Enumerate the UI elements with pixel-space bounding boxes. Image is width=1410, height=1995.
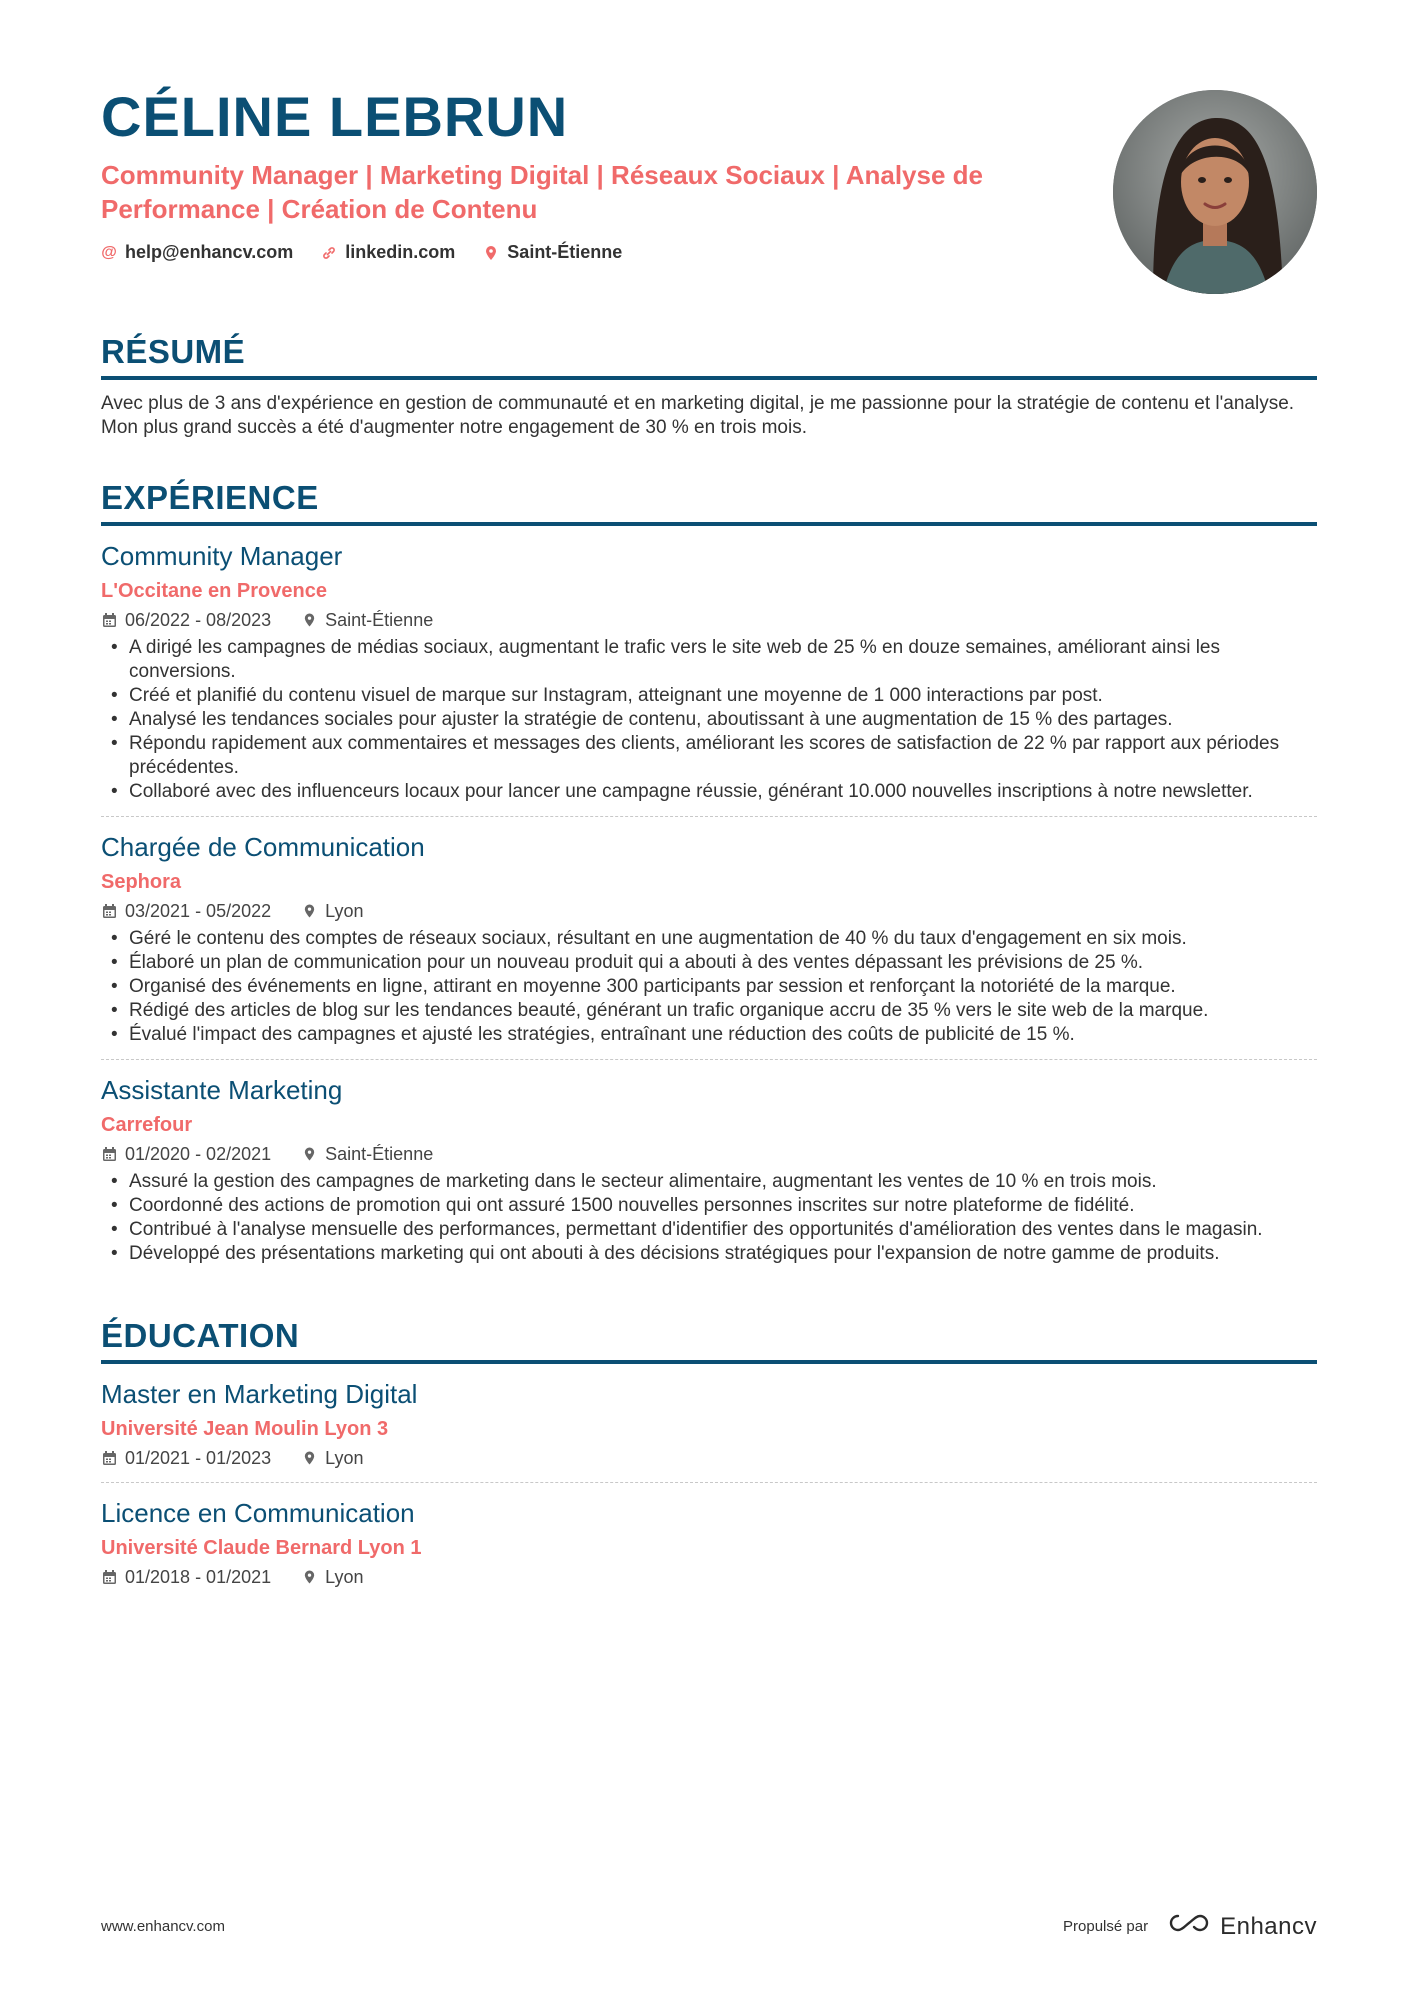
job-dates xyxy=(101,899,271,923)
list-item: • Répondu rapidement aux commentaires et messages des clients, améliorant les scores de satisfaction de 22 % par rapport aux périodes précédentes. xyxy=(101,732,1317,780)
resume-header xyxy=(101,84,1317,294)
company-name: Carrefour xyxy=(101,1114,193,1136)
job-meta xyxy=(101,1142,1317,1166)
job-meta xyxy=(101,608,1317,632)
list-item: • Créé et planifié du contenu visuel de marque sur Instagram, atteignant une moyenne de 1 000 interactions par post. xyxy=(101,684,1317,708)
calendar-icon xyxy=(101,612,117,628)
job-dates-text: 01/2020 - 02/2021 xyxy=(125,1144,272,1164)
list-item: • Géré le contenu des comptes de réseaux sociaux, résultant en une augmentation de 40 % du taux d'engagement en six mois. xyxy=(101,927,1317,951)
job-location-text: Saint-Étienne xyxy=(325,610,434,630)
company-name: Sephora xyxy=(101,871,182,893)
location-pin-icon xyxy=(301,1146,317,1162)
location-pin-icon xyxy=(301,1450,317,1466)
education-location-text: Lyon xyxy=(325,1567,364,1587)
job-bullets xyxy=(101,1170,1317,1266)
job-location-text: Saint-Étienne xyxy=(325,1144,434,1164)
job-dates xyxy=(101,608,271,632)
job-title: Community Manager xyxy=(101,541,343,571)
education-title: ÉDUCATION xyxy=(101,1316,1317,1364)
company-name: L'Occitane en Provence xyxy=(101,580,327,602)
powered-by-label: Propulsé par xyxy=(1063,1918,1149,1935)
contact-linkedin-text: linkedin.com xyxy=(345,242,456,262)
page-footer xyxy=(101,1912,1317,1941)
education-dates xyxy=(101,1446,271,1470)
contact-linkedin[interactable] xyxy=(321,242,455,263)
summary-section xyxy=(101,332,1317,440)
brand-logo[interactable] xyxy=(1166,1912,1317,1941)
job-meta xyxy=(101,899,1317,923)
link-icon xyxy=(321,245,337,261)
list-item: • Rédigé des articles de blog sur les tendances beauté, générant un trafic organique accru de 35 % vers le site web de la marque. xyxy=(101,999,1317,1023)
education-location xyxy=(301,1446,363,1470)
list-item: • Développé des présentations marketing qui ont abouti à des décisions stratégiques pour l'expansion de notre gamme de produits. xyxy=(101,1242,1317,1266)
powered-by xyxy=(1063,1912,1317,1941)
job-title: Chargée de Communication xyxy=(101,832,425,862)
school-name: Université Jean Moulin Lyon 3 xyxy=(101,1418,389,1440)
experience-section xyxy=(101,478,1317,1278)
contact-location-text: Saint-Étienne xyxy=(507,242,623,262)
contact-email[interactable] xyxy=(101,242,293,263)
list-item: • Évalué l'impact des campagnes et ajusté les stratégies, entraînant une réduction des coûts de publicité de 15 %. xyxy=(101,1023,1317,1047)
education-meta xyxy=(101,1446,1317,1470)
summary-title: RÉSUMÉ xyxy=(101,332,1317,380)
education-location-text: Lyon xyxy=(325,1448,364,1468)
location-pin-icon xyxy=(301,1569,317,1585)
enhancv-logo-icon xyxy=(1166,1912,1212,1941)
list-item: • A dirigé les campagnes de médias sociaux, augmentant le trafic vers le site web de 25 % en douze semaines, améliorant ainsi les conversions. xyxy=(101,636,1317,684)
calendar-icon xyxy=(101,1450,117,1466)
experience-title: EXPÉRIENCE xyxy=(101,478,1317,526)
job-dates-text: 03/2021 - 05/2022 xyxy=(125,901,272,921)
at-icon: @ xyxy=(101,243,117,261)
education-meta xyxy=(101,1565,1317,1589)
education-dates-text: 01/2021 - 01/2023 xyxy=(125,1448,272,1468)
calendar-icon xyxy=(101,903,117,919)
job-location-text: Lyon xyxy=(325,901,364,921)
list-item: • Contribué à l'analyse mensuelle des performances, permettant d'identifier des opportunités d'amélioration des ventes dans le magasin. xyxy=(101,1218,1317,1242)
list-item: • Coordonné des actions de promotion qui ont assuré 1500 nouvelles personnes inscrites sur notre plateforme de fidélité. xyxy=(101,1194,1317,1218)
list-item: • Collaboré avec des influenceurs locaux pour lancer une campagne réussie, générant 10.000 nouvelles inscriptions à notre newsletter. xyxy=(101,780,1317,804)
summary-text: Avec plus de 3 ans d'expérience en gestion de communauté et en marketing digital, je me passionne pour la stratégie de contenu et l'analyse. Mon plus grand succès a été d'augmenter notre engagement de 30 % en trois mois. xyxy=(101,393,1295,438)
calendar-icon xyxy=(101,1146,117,1162)
candidate-name: CÉLINE LEBRUN xyxy=(101,85,569,148)
profile-photo xyxy=(1113,90,1317,294)
list-item: • Élaboré un plan de communication pour un nouveau produit qui a abouti à des ventes dépassant les prévisions de 25 %. xyxy=(101,951,1317,975)
list-item: • Organisé des événements en ligne, attirant en moyenne 300 participants par session et renforçant la notoriété de la marque. xyxy=(101,975,1317,999)
job-location xyxy=(301,1142,433,1166)
resume-page xyxy=(101,84,1317,1601)
calendar-icon xyxy=(101,1569,117,1585)
education-entry xyxy=(101,1483,1317,1601)
education-dates-text: 01/2018 - 01/2021 xyxy=(125,1567,272,1587)
job-bullets xyxy=(101,636,1317,804)
education-dates xyxy=(101,1565,271,1589)
experience-entry xyxy=(101,1060,1317,1278)
job-bullets xyxy=(101,927,1317,1047)
experience-entry xyxy=(101,526,1317,817)
location-pin-icon xyxy=(301,612,317,628)
candidate-headline: Community Manager | Marketing Digital | Réseaux Sociaux | Analyse de Performance | Création de Contenu xyxy=(101,160,983,224)
location-pin-icon xyxy=(483,245,499,261)
education-entry xyxy=(101,1364,1317,1483)
job-dates xyxy=(101,1142,271,1166)
degree-title: Master en Marketing Digital xyxy=(101,1379,418,1409)
job-dates-text: 06/2022 - 08/2023 xyxy=(125,610,272,630)
contact-email-text: help@enhancv.com xyxy=(125,242,294,262)
footer-website-link[interactable]: www.enhancv.com xyxy=(101,1918,225,1935)
list-item: • Assuré la gestion des campagnes de marketing dans le secteur alimentaire, augmentant les ventes de 10 % en trois mois. xyxy=(101,1170,1317,1194)
job-title: Assistante Marketing xyxy=(101,1075,343,1105)
contact-location xyxy=(483,242,622,263)
list-item: • Analysé les tendances sociales pour ajuster la stratégie de contenu, aboutissant à une augmentation de 15 % des partages. xyxy=(101,708,1317,732)
education-section xyxy=(101,1316,1317,1601)
brand-name: Enhancv xyxy=(1220,1912,1317,1940)
school-name: Université Claude Bernard Lyon 1 xyxy=(101,1537,422,1559)
job-location xyxy=(301,608,433,632)
education-location xyxy=(301,1565,363,1589)
location-pin-icon xyxy=(301,903,317,919)
job-location xyxy=(301,899,363,923)
degree-title: Licence en Communication xyxy=(101,1498,415,1528)
experience-entry xyxy=(101,817,1317,1060)
